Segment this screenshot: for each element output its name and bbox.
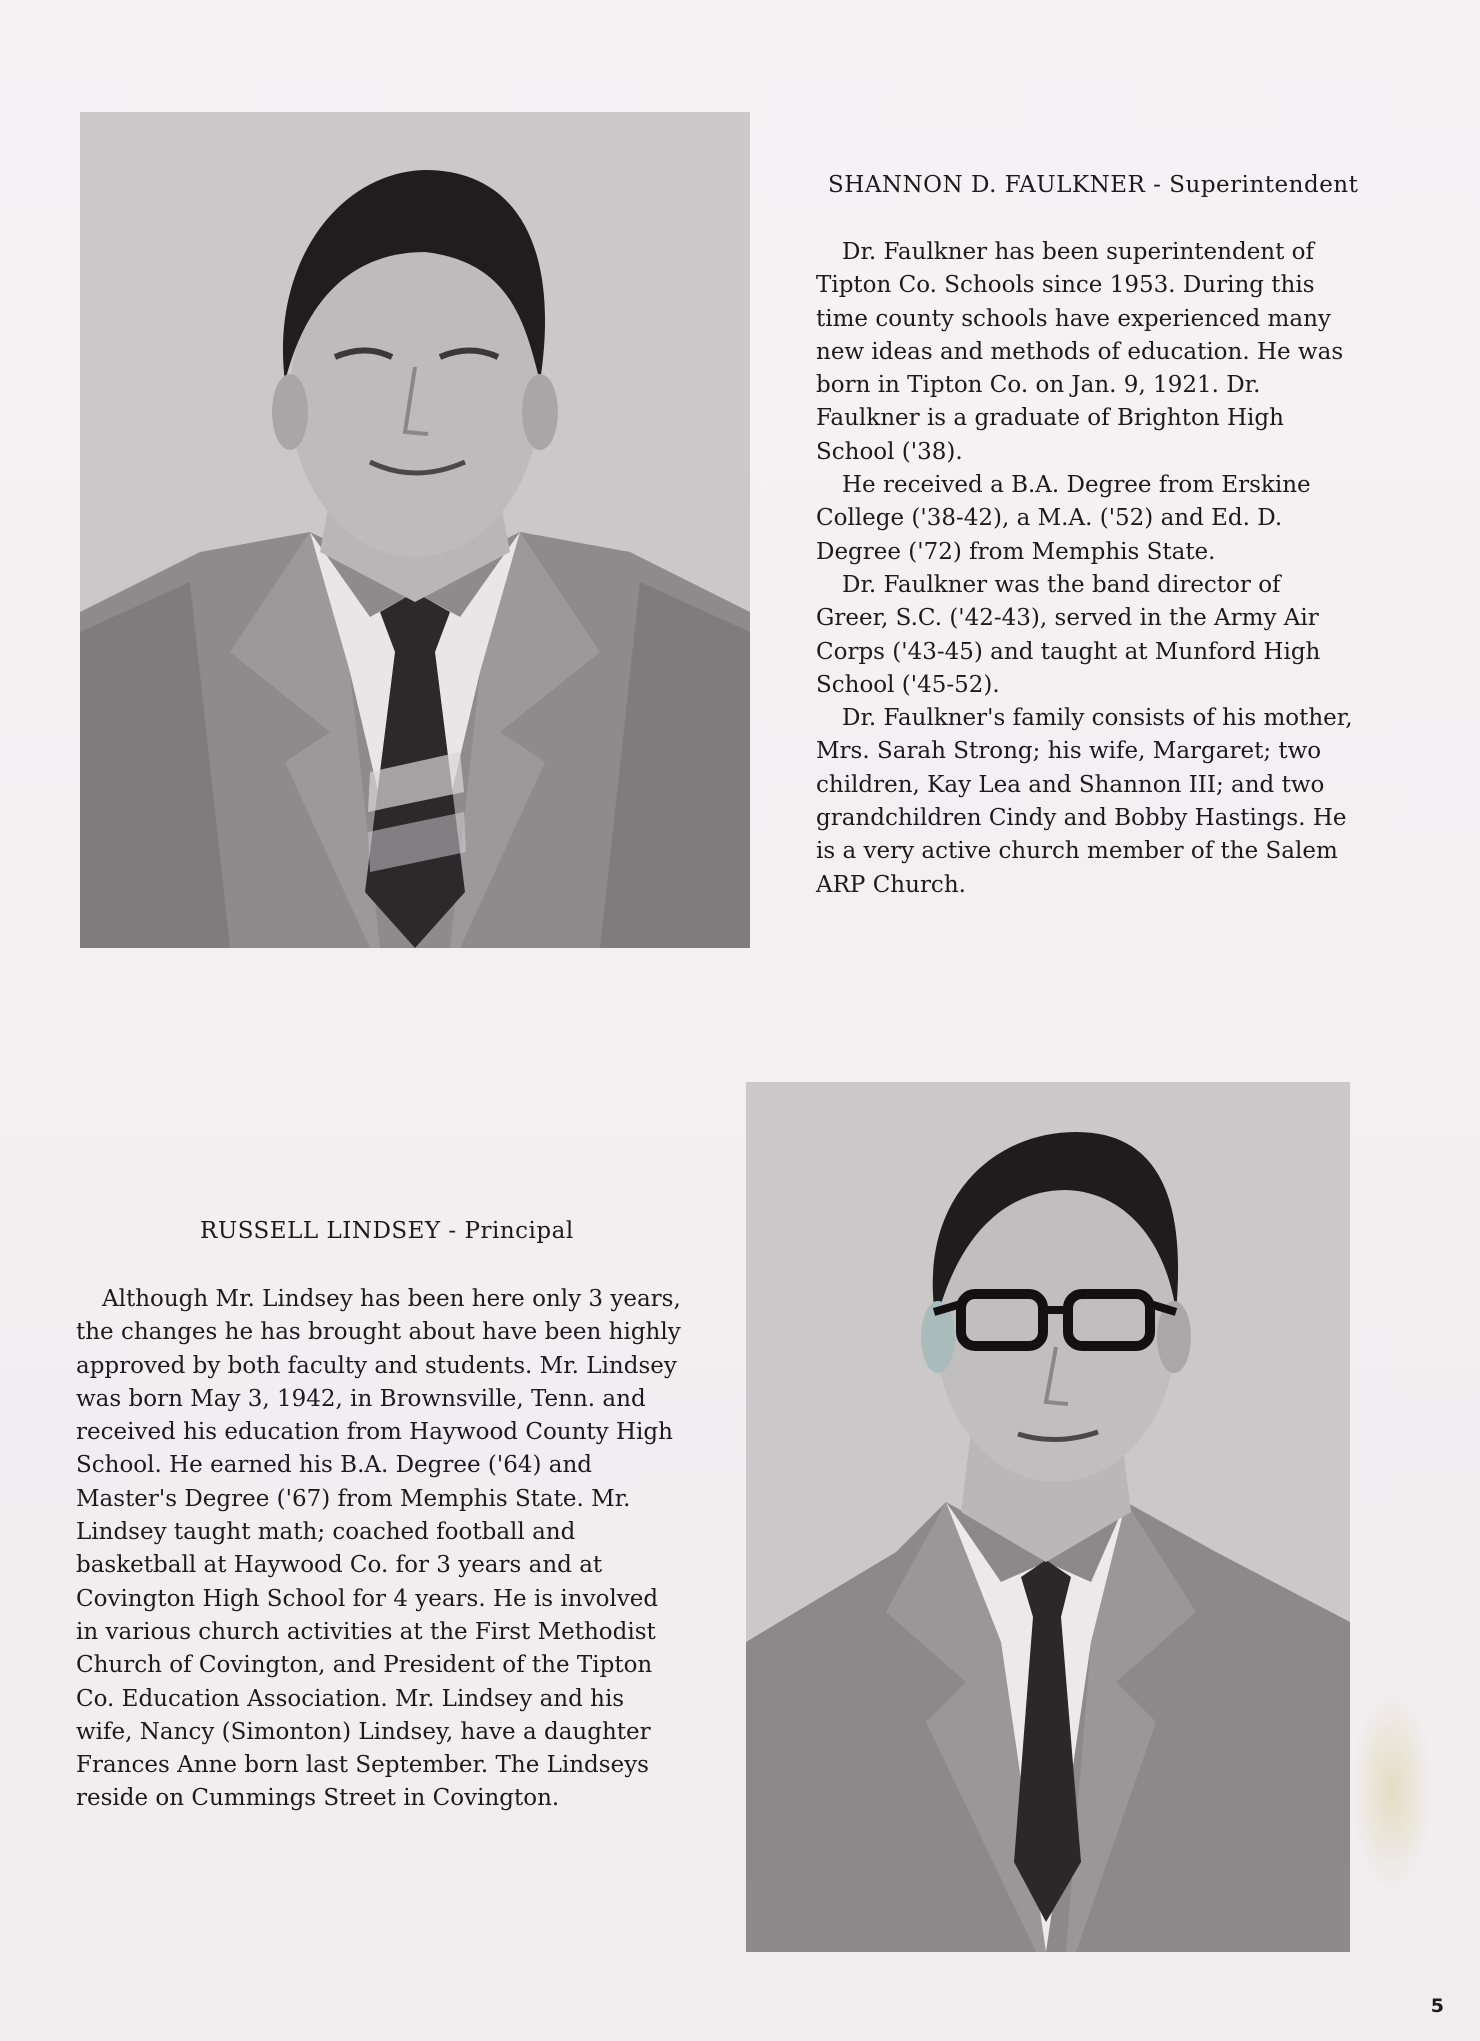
faulkner-bio-paragraph: Dr. Faulkner's family consists of his mother, Mrs. Sarah Strong; his wife, Margaret; two children, Kay Lea and Shannon III; and two grandchildren Cindy and Bobby Hastings. He is a very active church member of the Salem ARP Church. [816, 705, 1353, 898]
paper-stain [1352, 1690, 1432, 1890]
faulkner-bio-paragraph: Dr. Faulkner has been superintendent of Tipton Co. Schools since 1953. During this time county schools have experienced many new ideas and methods of education. He was born in Tipton Co. on Jan. 9, 1921. Dr. Faulkner is a graduate of Brighton High School ('38). [816, 239, 1344, 465]
lindsey-portrait-photo [746, 1082, 1350, 1952]
lindsey-bio-paragraph: Although Mr. Lindsey has been here only 3 years, the changes he has brought about have been highly approved by both faculty and students. Mr. Lindsey was born May 3, 1942, in Brownsville, Tenn. and received his education from Haywood County High School. He earned his B.A. Degree ('64) and Master's Degree ('67) from Memphis State. Mr. Lindsey taught math; coached football and basketball at Haywood Co. for 3 years and at Covington High School for 4 years. He is involved in various church activities at the First Methodist Church of Covington, and President of the Tipton Co. Education Association. Mr. Lindsey and his wife, Nancy (Simonton) Lindsey, have a daughter Frances Anne born last September. The Lindseys reside on Cummings Street in Covington. [76, 1286, 681, 1812]
faulkner-heading: SHANNON D. FAULKNER - Superintendent [828, 172, 1359, 198]
lindsey-heading: RUSSELL LINDSEY - Principal [200, 1218, 574, 1244]
faulkner-portrait-illustration [80, 112, 750, 948]
lindsey-portrait-illustration [746, 1082, 1350, 1952]
page-number: 5 [1430, 1995, 1444, 2017]
faulkner-bio [816, 236, 1356, 902]
faulkner-bio-paragraph: He received a B.A. Degree from Erskine College ('38-42), a M.A. ('52) and Ed. D. Degree ('72) from Memphis State. [816, 472, 1311, 565]
faulkner-portrait-photo [80, 112, 750, 948]
lindsey-bio [76, 1283, 686, 1816]
faulkner-bio-paragraph: Dr. Faulkner was the band director of Greer, S.C. ('42-43), served in the Army Air Corps ('43-45) and taught at Munford High School ('45-52). [816, 571, 1321, 698]
